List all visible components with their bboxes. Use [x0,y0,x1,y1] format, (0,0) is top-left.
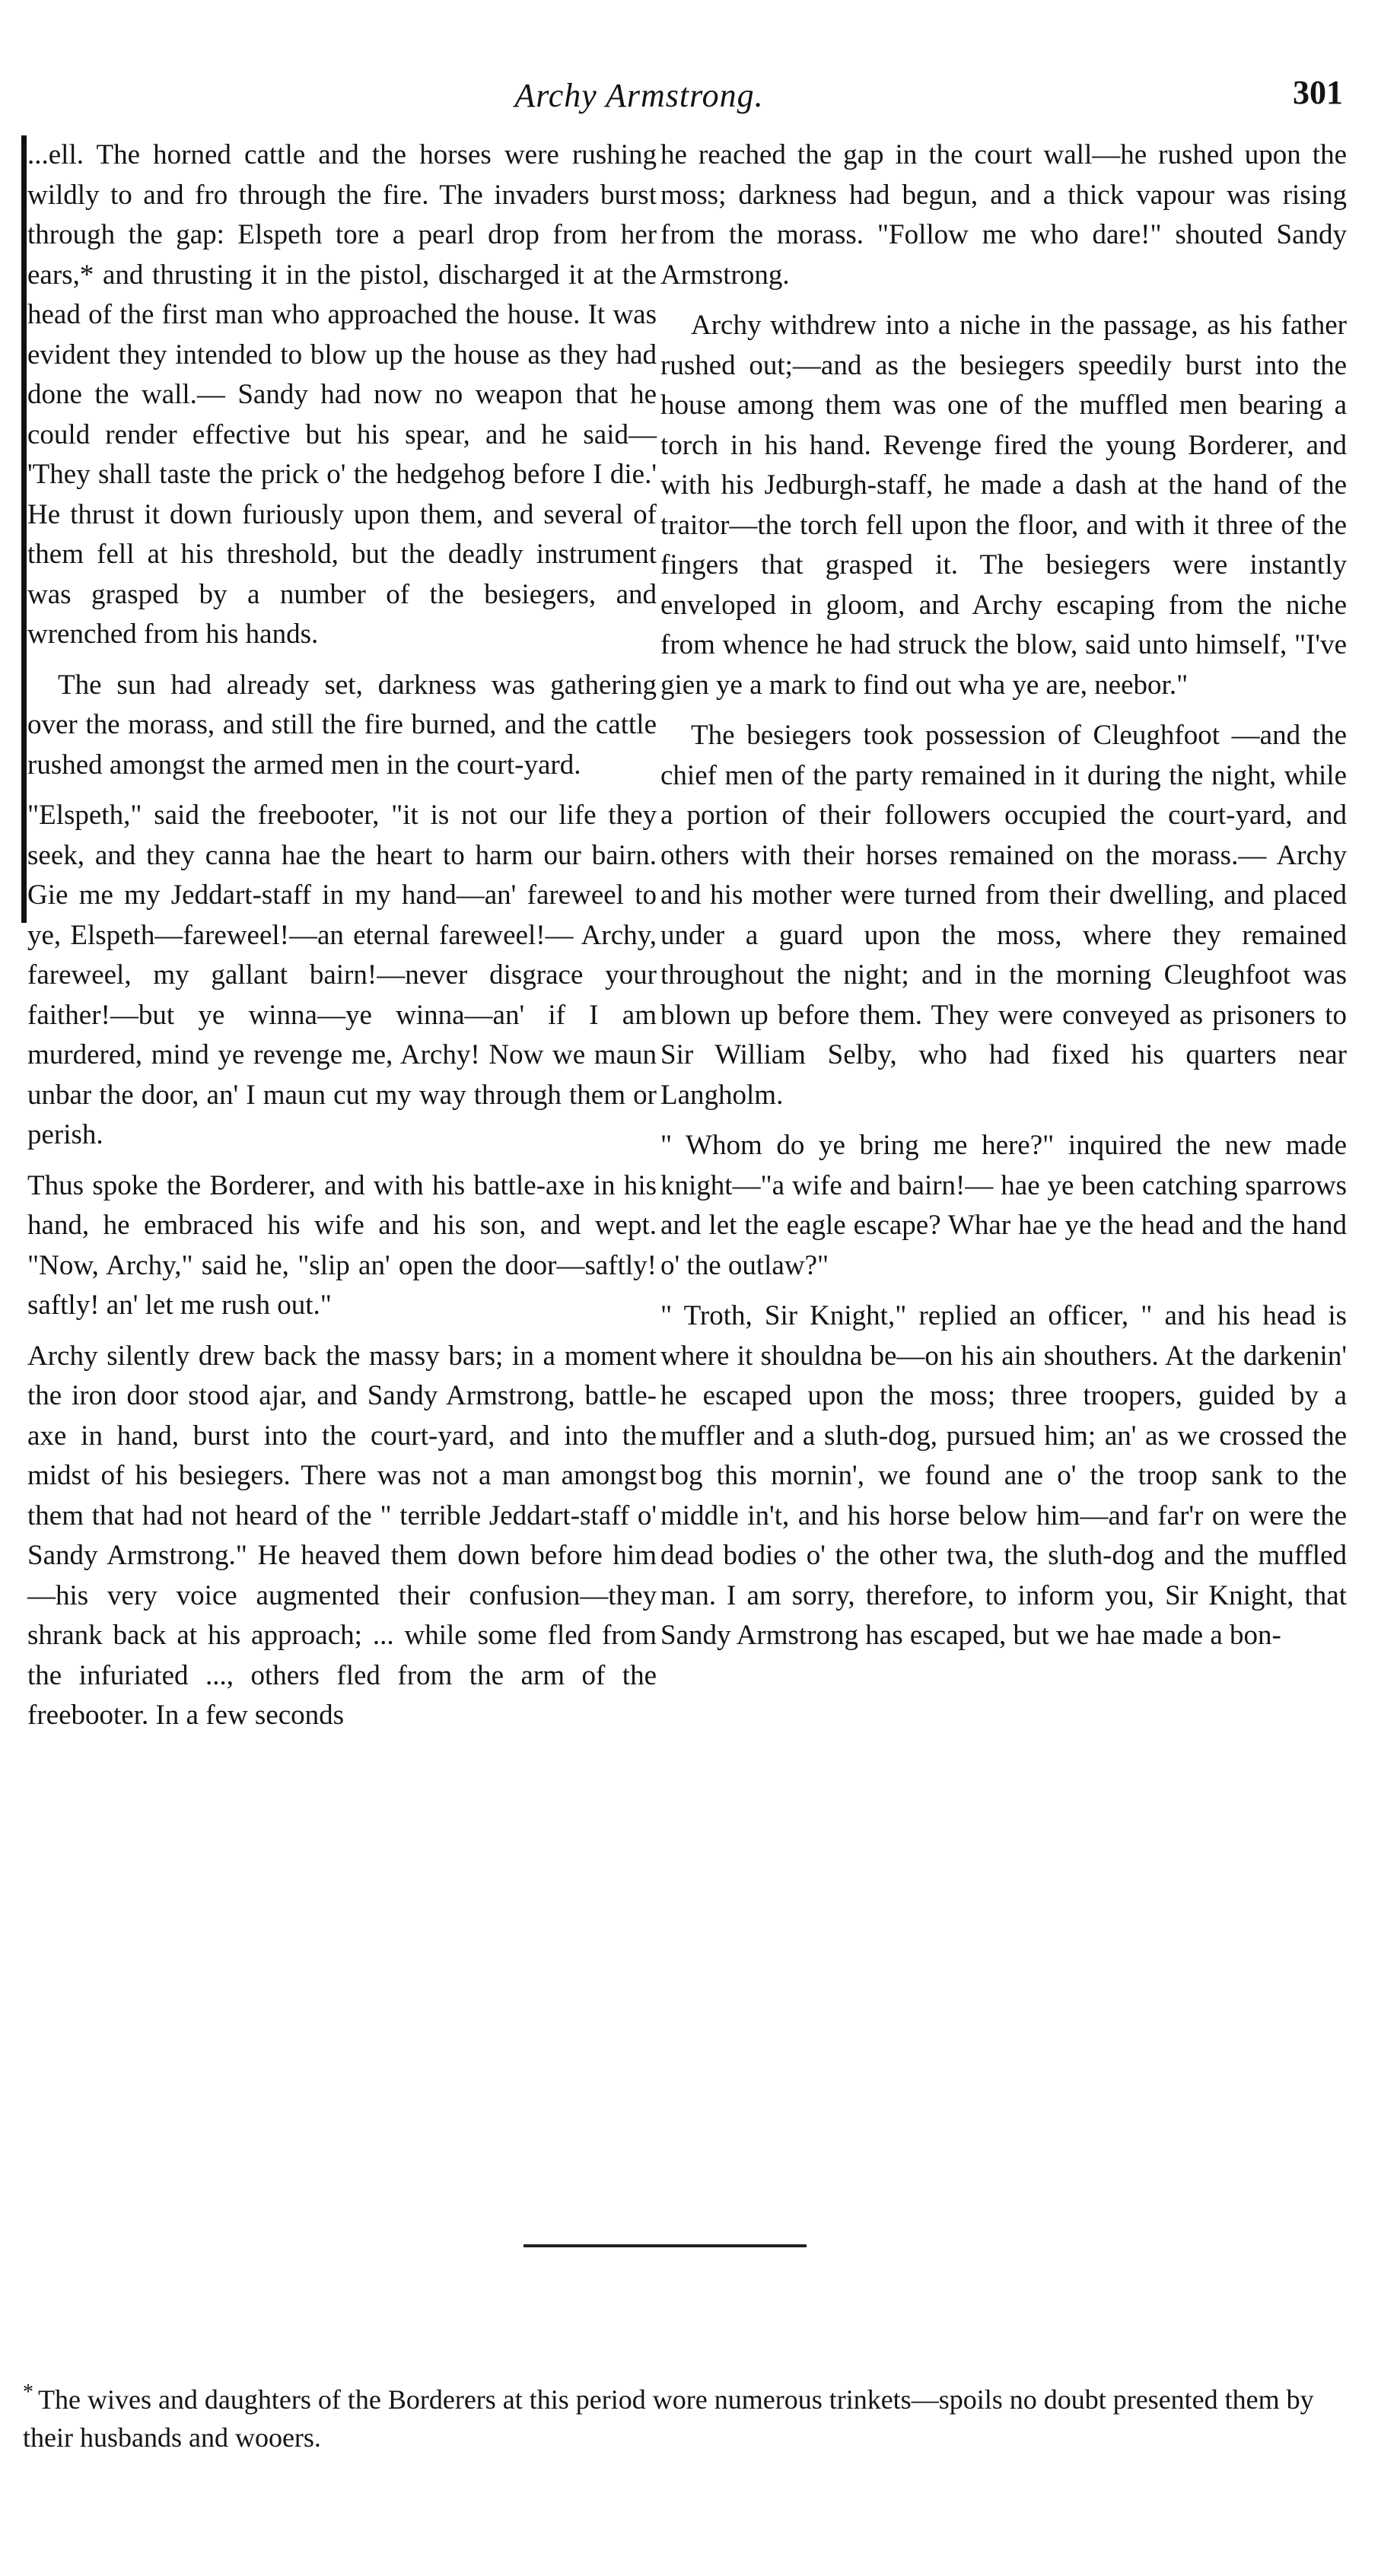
right-column [660,135,1347,1656]
running-title: Archy Armstrong. [514,77,764,114]
footnote-text: The wives and daughters of the Borderers at this period wore numerous trinkets—spoils no doubt presented them by their husbands and wooers. [23,2384,1314,2453]
footnote-divider [523,2244,807,2247]
paragraph: "Elspeth," said the freebooter, "it is not our life they seek, and they canna hae the heart to harm our bairn. Gie me my Jeddart-staff in my hand—an' fareweel to ye, Elspeth—fareweel!—an eternal fareweel!— Archy, fareweel, my gallant bairn!—never disgrace your faither!—but ye winna—ye winna—an' if I am murdered, mind ye revenge me, Archy! Now we maun unbar the door, an' I maun cut my way through them or perish. [27,800,657,1150]
paragraph: he reached the gap in the court wall—he rushed upon the moss; darkness had begun, and a thick vapour was rising from the morass. "Follow me who dare!" shouted Sandy Armstrong. [660,139,1347,291]
paragraph: Archy silently drew back the massy bars; in a moment the iron door stood ajar, and Sandy Armstrong, battle-axe in hand, burst into the court-yard, and into the midst of his besiegers. There was not a man amongst them that had not heard of the " terrible Jeddart-staff o' Sandy Armstrong." He heaved them down before him—his very voice augmented their confusion—they shrank back at his approach; ... while some fled from the infuriated ..., others fled from the arm of the freebooter. In a few seconds [27,1340,657,1731]
footnote [23,2374,1347,2457]
paragraph: " Troth, Sir Knight," replied an officer, " and his head is where it shouldna be—on his ain shouthers. At the darkenin' he escaped upon the moss; three troopers, guided by a muffler and a sluth-dog, pursued him; an' as we crossed the bog this mornin', we found ane o' the troop sank to the middle in't, and his horse below him—and far'r on were the dead bodies o' the other twa, the sluth-dog and the muffled man. I am sorry, therefore, to inform you, Sir Knight, that Sandy Armstrong has escaped, but we hae made a bon- [660,1300,1347,1651]
page-number: 301 [1293,74,1343,111]
left-column [15,135,657,1736]
paragraph: The besiegers took possession of Cleughfoot —and the chief men of the party remained in it during the night, while a portion of their followers occupied the court-yard, and others with their horses remained on the morass.— Archy and his mother were turned from their dwelling, and placed under a guard upon the moss, where they remained throughout the night; and in the morning Cleughfoot was blown up before them. They were conveyed as prisoners to Sir William Selby, who had fixed his quarters near Langholm. [660,720,1347,1111]
footnote-marker: * [23,2380,33,2404]
paragraph: Archy withdrew into a niche in the passage, as his father rushed out;—and as the besiegers speedily burst into the house among them was one of the muffled men bearing a torch in his hand. Revenge fired the young Borderer, and with his Jedburgh-staff, he made a dash at the hand of the traitor—the torch fell upon the floor, and with it three of the fingers that grasped it. The besiegers were instantly enveloped in gloom, and Archy escaping from the niche from whence he had struck the blow, said unto himself, "I've gien ye a mark to find out wha ye are, neebor." [660,310,1347,701]
paragraph: Thus spoke the Borderer, and with his battle-axe in his hand, he embraced his wife and his son, and wept. "Now, Archy," said he, "slip an' open the door—saftly! saftly! an' let me rush out." [27,1169,657,1321]
paragraph: " Whom do ye bring me here?" inquired the new made knight—"a wife and bairn!— hae ye been catching sparrows and let the eagle escape? Whar hae ye the head and the hand o' the outlaw?" [660,1130,1347,1281]
paragraph: The sun had already set, darkness was gathering over the morass, and still the fire burned, and the cattle rushed amongst the armed men in the court-yard. [27,669,657,781]
paragraph: ...ell. The horned cattle and the horses were rushing wildly to and fro through the fire. The invaders burst through the gap: Elspeth tore a pearl drop from her ears,* and thrusting it in the pistol, discharged it at the head of the first man who approached the house. It was evident they intended to blow up the house as they had done the wall.— Sandy had now no weapon that he could render effective but his spear, and he said— 'They shall taste the prick o' the hedgehog before I die.' He thrust it down furiously upon them, and several of them fell at his threshold, but the deadly instrument was grasped by a number of the besiegers, and wrenched from his hands. [27,139,657,650]
